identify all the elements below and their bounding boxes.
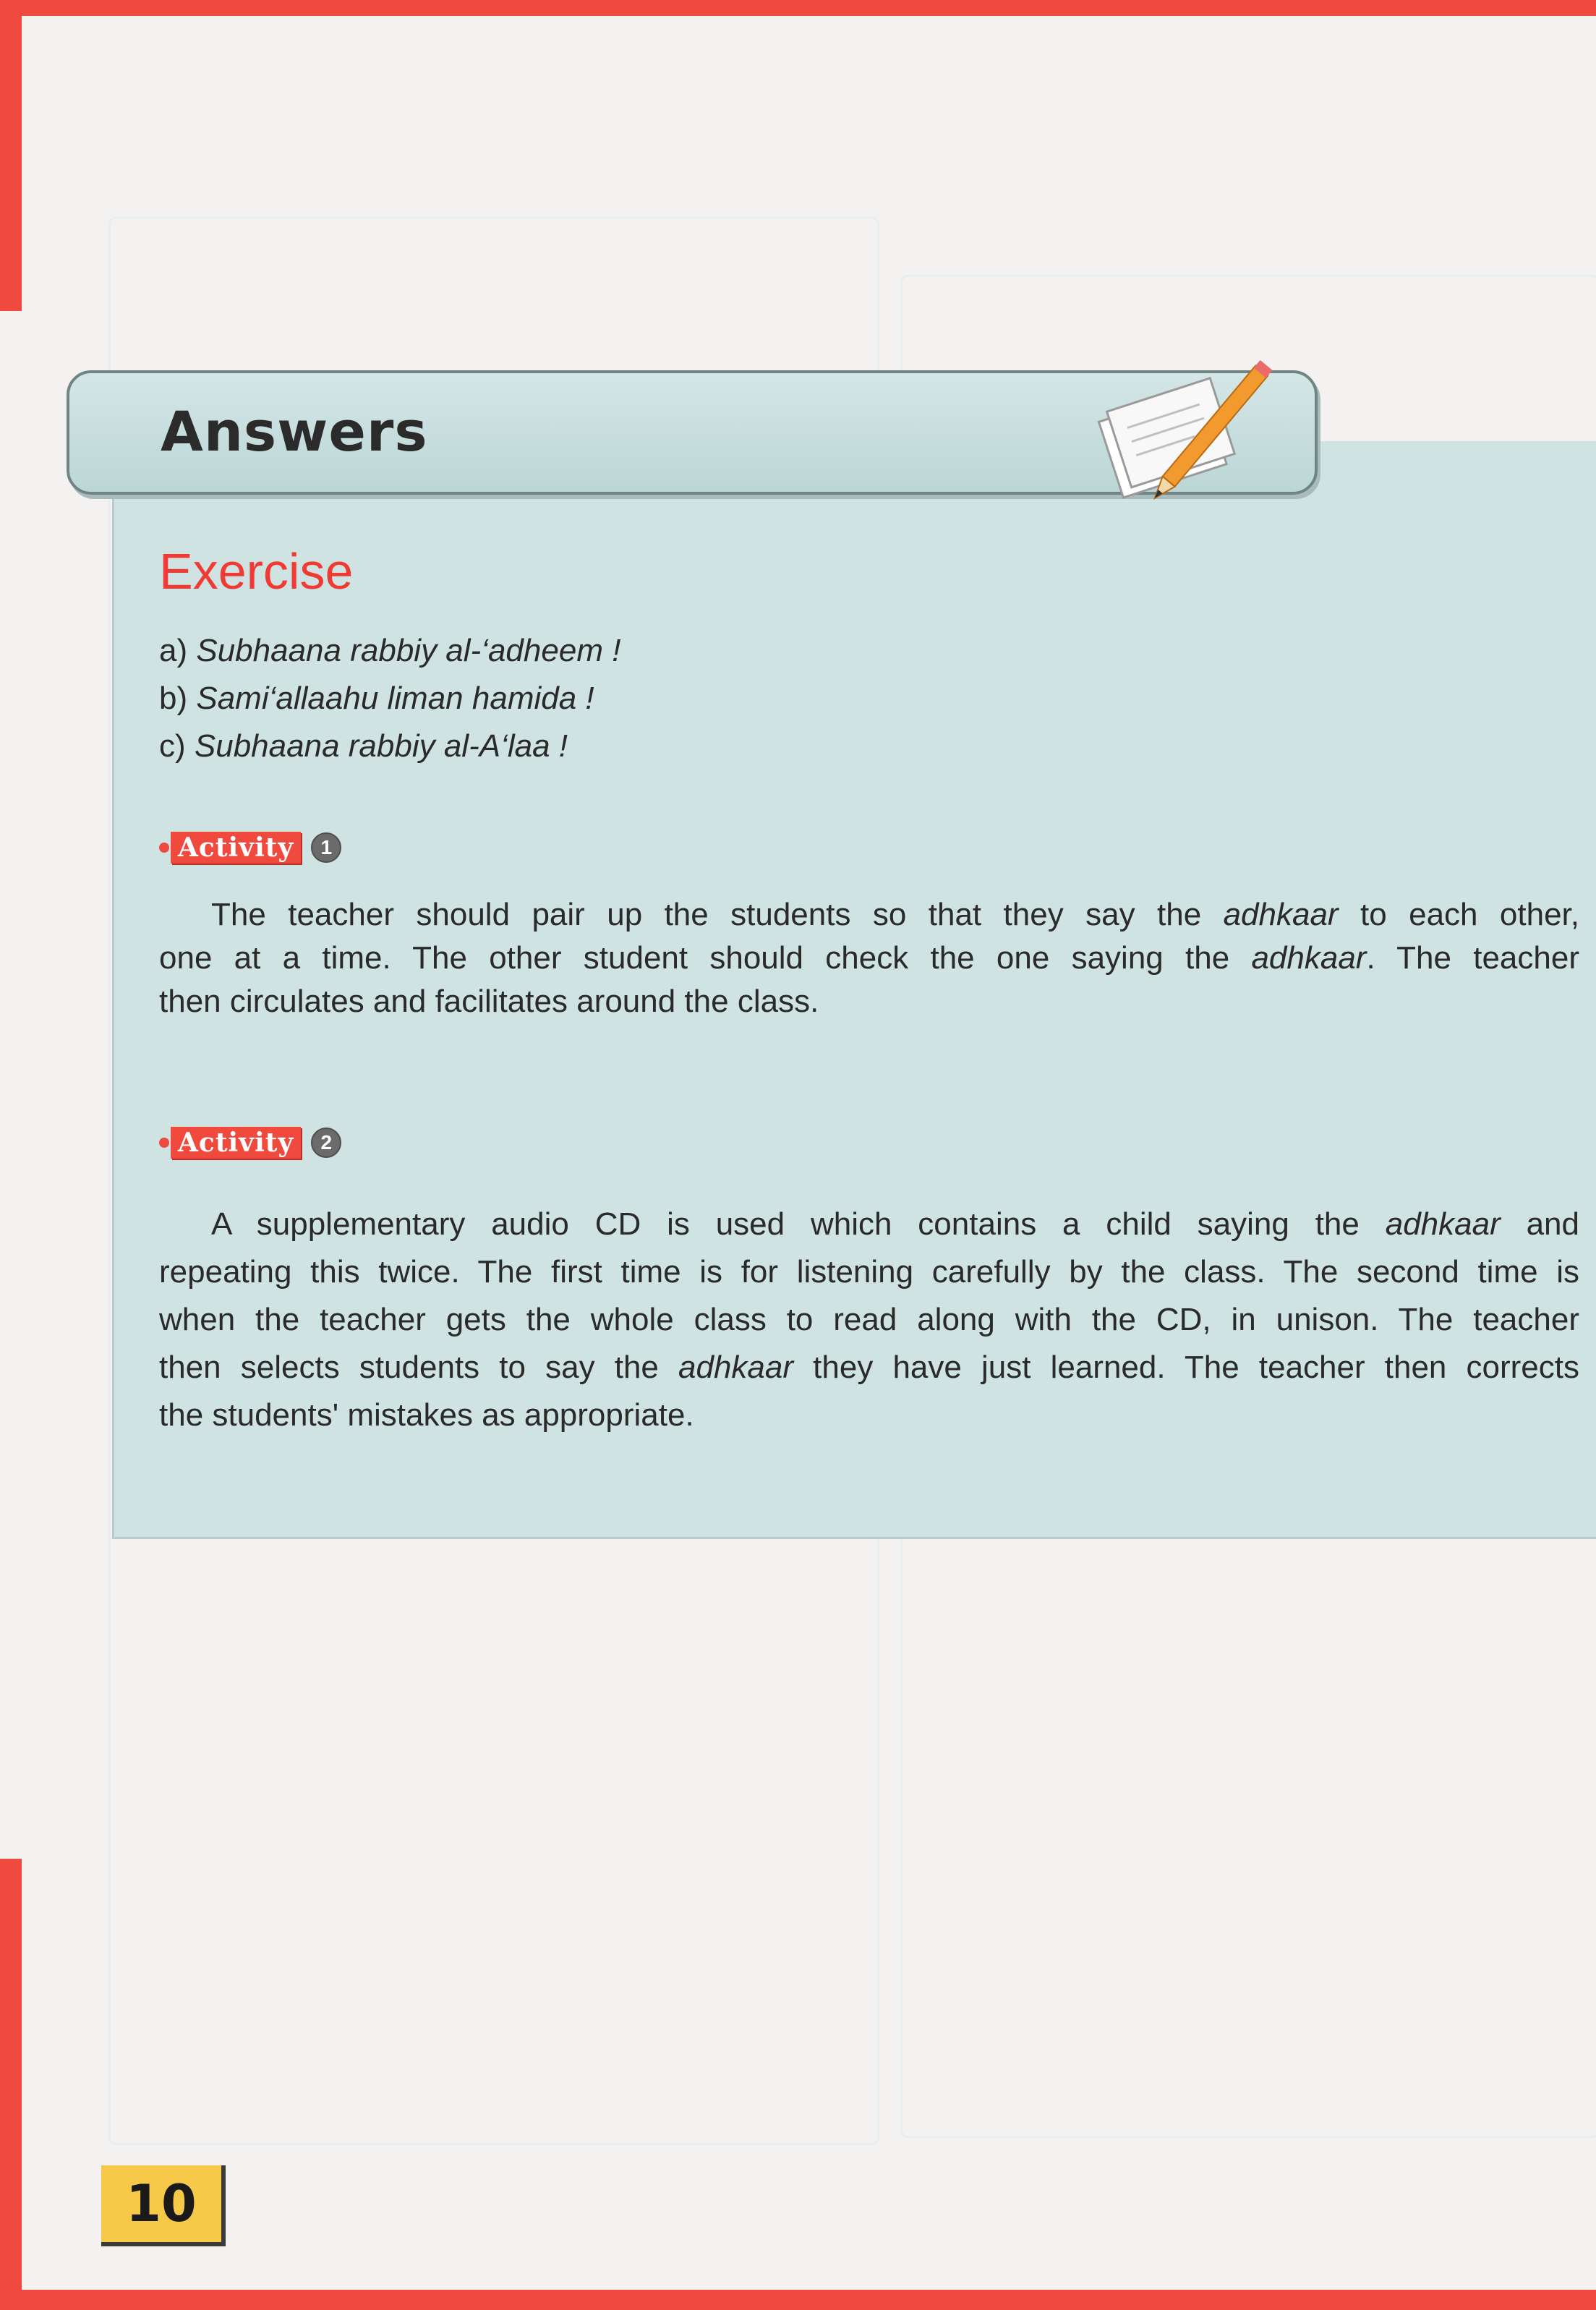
paragraph-line: one at a time. The other student should check the one saying the adhkaar. The teacher xyxy=(159,940,1579,976)
exercise-item-label: b) xyxy=(159,681,188,716)
exercise-item-text: Subhaana rabbiy al-‘adheem ! xyxy=(196,633,621,668)
page-number: 10 xyxy=(126,2174,197,2233)
paragraph-line: The teacher should pair up the students so that they say the adhkaar to each other, xyxy=(211,897,1580,932)
activity-2-paragraph xyxy=(159,1201,1579,1439)
page-frame-bottom xyxy=(0,2290,1596,2310)
paragraph-line: A supplementary audio CD is used which contains a child saying the adhkaar and xyxy=(211,1206,1579,1242)
activity-number: 1 xyxy=(311,832,341,863)
page-frame-top xyxy=(0,0,1596,16)
paragraph-line: repeating this twice. The first time is for listening carefully by the class. The second time is xyxy=(159,1254,1579,1290)
exercise-item-label: c) xyxy=(159,728,186,764)
paragraph-line: then circulates and facilitates around the class. xyxy=(159,984,819,1019)
page-number-box xyxy=(101,2165,226,2246)
activity-1-badge xyxy=(159,832,341,864)
activity-number: 2 xyxy=(311,1128,341,1158)
bullet-dot-icon xyxy=(159,1138,169,1148)
activity-1-paragraph xyxy=(159,893,1579,1023)
exercise-item-text: Sami‘allaahu liman hamida ! xyxy=(196,681,594,716)
activity-2-badge xyxy=(159,1127,341,1159)
exercise-item-a xyxy=(159,633,620,669)
activity-label: Activity xyxy=(171,832,301,864)
exercise-item-b xyxy=(159,681,594,717)
paper-pencil-icon xyxy=(1077,354,1280,513)
paragraph-line: when the teacher gets the whole class to read along with the CD, in unison. The teacher xyxy=(159,1302,1579,1337)
page-frame-left-bottom xyxy=(0,1859,22,2310)
bullet-dot-icon xyxy=(159,843,169,853)
exercise-heading: Exercise xyxy=(159,543,354,600)
paragraph-line: the students' mistakes as appropriate. xyxy=(159,1397,694,1433)
exercise-item-label: a) xyxy=(159,633,188,668)
answers-title: Answers xyxy=(161,399,428,464)
exercise-item-c xyxy=(159,728,568,764)
paragraph-line: then selects students to say the adhkaar they have just learned. The teacher then corrects xyxy=(159,1350,1579,1385)
activity-label: Activity xyxy=(171,1127,301,1159)
page-frame-left-top xyxy=(0,0,22,311)
exercise-item-text: Subhaana rabbiy al-A‘laa ! xyxy=(194,728,568,764)
